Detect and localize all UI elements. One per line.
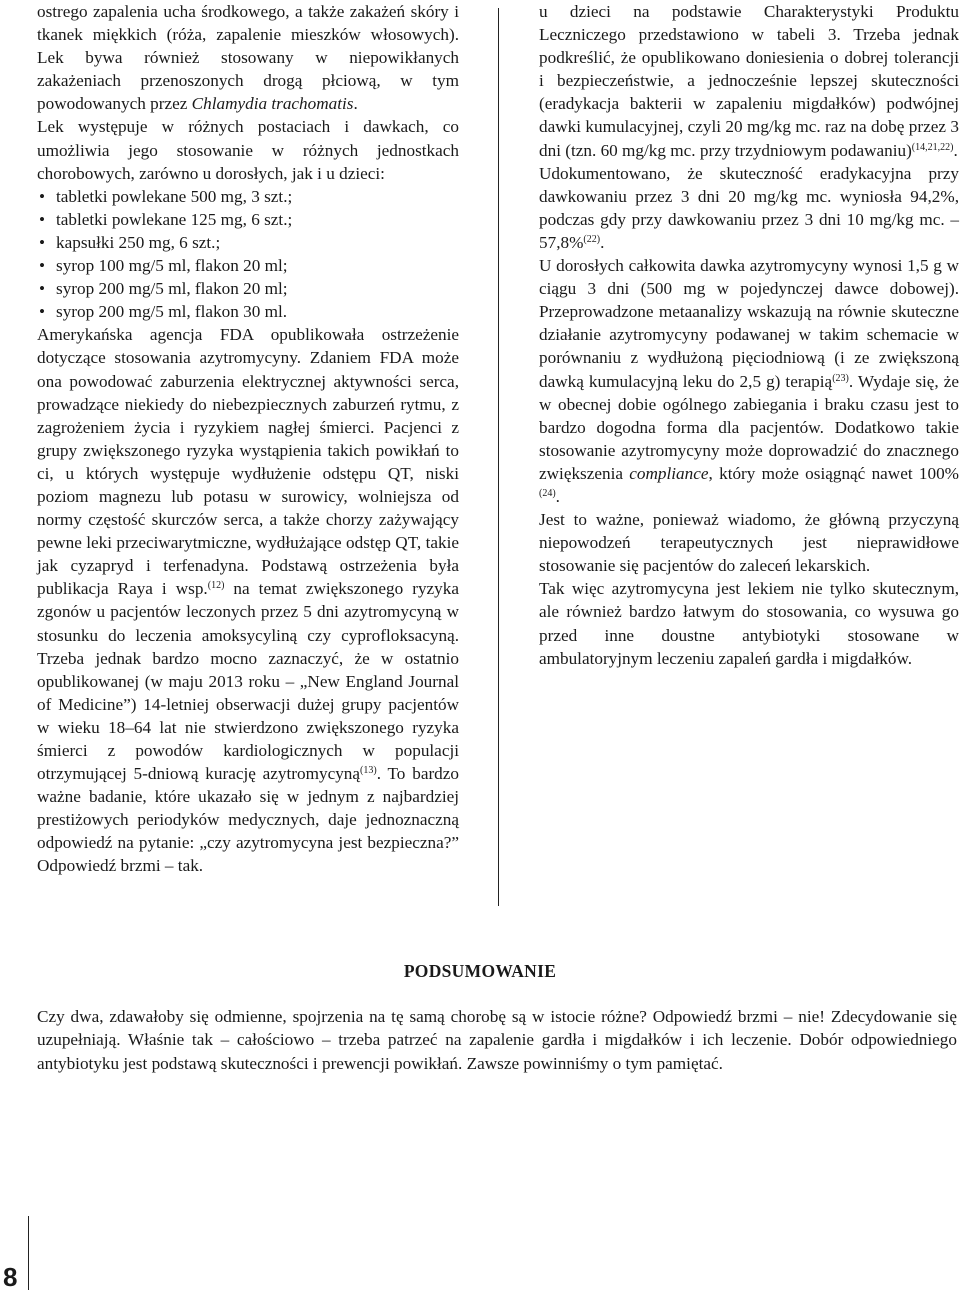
text-span: . To bardzo ważne badanie, które ukazało się w jednym z najbardziej prestiżowych periodyków medycznych, daje jednoznaczną odpowiedź na pytanie: „czy azytromycyna jest bezpieczna?” Odpowiedź brzmi – tak.: [37, 764, 459, 876]
dosage-forms-list: [37, 185, 459, 324]
text-span: Amerykańska agencja FDA opublikowała ostrzeżenie dotyczące stosowania azytromycyny. Zdaniem FDA może ona powodować zaburzenia elektrycznej aktywności serca, prowadzące niekiedy do niebezpiecznych zaburzeń rytmu, z zagrożeniem życia i ryzykiem nagłej śmierci. Pacjenci z grupy zwiększonego ryzyka wystąpienia takich powikłań to ci, u których występuje wydłużenie odstępu QT, niski poziom magnezu lub potasu w surowicy, wolniejsza od normy częstość skurczów serca, a także chorzy zażywający pewne leki przeciwarytmiczne, wydłużające odstęp QT, takie jak cyzapryd i terfenadyna. Podstawą ostrzeżenia była publikacja Raya i wsp.: [37, 325, 459, 599]
list-item: • tabletki powlekane 500 mg, 3 szt.;: [37, 185, 459, 208]
species-name: Chlamydia trachomatis: [191, 94, 354, 114]
left-paragraph-2: Lek występuje w różnych postaciach i dawkach, co umożliwia jego stosowanie w różnych jednostkach chorobowych, zarówno u dorosłych, jak i u dzieci:: [37, 117, 459, 183]
page-number-rule: [28, 1216, 29, 1290]
right-paragraph-2: [539, 162, 959, 254]
list-item: • tabletki powlekane 125 mg, 6 szt.;: [37, 208, 459, 231]
list-item: • kapsułki 250 mg, 6 szt.;: [37, 231, 459, 254]
text-span: . Wydaje się, że w obecnej dobie ogólnego zabiegania i braku czasu jest to bardzo dogodna forma dla pacjentów. Dodatkowo takie stosowanie azytromycyny może doprowadzić do znacznego zwiększenia: [539, 371, 960, 483]
right-paragraph-1: [539, 0, 959, 162]
summary-paragraph: Czy dwa, zdawałoby się odmienne, spojrzenia na tę samą chorobę są w istocie różne? Odpowiedź brzmi – nie! Zdecydowanie się uzupełniają. Właśnie tak – całościowo – trzeba patrzeć na zapalenie gardła i migdałków i ich leczenie. Dobór odpowiedniego antybiotyku jest podstawą skuteczności i prewencji powikłań. Zawsze powinniśmy o tym pamiętać.: [37, 1007, 957, 1073]
citation-ref: (14,21,22): [911, 141, 954, 153]
right-paragraph-4: Jest to ważne, ponieważ wiadomo, że główną przyczyną niepowodzeń terapeutycznych jest nieprawidłowe stosowanie się pacjentów do zaleceń lekarskich.: [539, 510, 959, 576]
citation-ref: (13): [360, 765, 377, 777]
page-number: 8: [3, 1262, 18, 1292]
citation-ref: (23): [832, 372, 849, 384]
text-span: .: [353, 94, 358, 114]
text-span: .: [953, 140, 958, 160]
text-span: u dzieci na podstawie Charakterystyki Produktu Leczniczego przedstawiono w tabeli 3. Trzeba jednak podkreślić, że opublikowano doniesienia o dobrej tolerancji i bezpieczeństwie, a jednocześnie lepszej skuteczności (eradykacja bakterii w zapaleniu migdałków) podwójnej dawki kumulacyjnej, czyli 20 mg/kg mc. raz na dobę przez 3 dni (tzn. 60 mg/kg mc. przy trzydniowym podawaniu): [539, 2, 959, 160]
text-span: U dorosłych całkowita dawka azytromycyny wynosi 1,5 g w ciągu 3 dni (500 mg w pojedynczej dawce dobowej). Przeprowadzone metaanalizy wskazują na równie skuteczne działanie azytromycyny podawanej w takim schemacie w porównaniu z wydłużoną pięciodniową (i ze zwiększoną dawką kumulacyjną leku do 2,5 g) terapią: [539, 256, 959, 391]
list-item: • syrop 200 mg/5 ml, flakon 20 ml;: [37, 277, 459, 300]
italic-term: compliance: [629, 463, 709, 483]
right-column: [539, 0, 959, 670]
text-span: na temat zwiększonego ryzyka zgonów u pacjentów leczonych przez 5 dni azytromycyną w stosunku do leczenia amoksycyliną czy cyprofloksacyną. Trzeba jednak bardzo mocno zaznaczyć, że w ostatnio opublikowanej (w maju 2013 roku – „New England Journal of Medicine”) 14-letniej obserwacji dużej grupy pacjentów w wieku 18–64 lat nie stwierdzono zwiększonego ryzyka śmierci z powodów kardiologicznych w populacji otrzymującej 5-dniową kurację azytromycyną: [37, 579, 459, 784]
list-item: • syrop 200 mg/5 ml, flakon 30 ml.: [37, 300, 459, 323]
summary-heading: PODSUMOWANIE: [403, 961, 557, 981]
text-span: , który może osiągnąć nawet 100%: [708, 463, 959, 483]
text-span: .: [600, 232, 605, 252]
left-paragraph-1: [37, 0, 459, 115]
column-divider: [498, 8, 499, 906]
right-paragraph-3: [539, 254, 959, 508]
right-paragraph-5: Tak więc azytromycyna jest lekiem nie tylko skutecznym, ale również bardzo łatwym do stosowania, co wysuwa go przed inne doustne antybiotyki stosowane w ambulatoryjnym leczeniu zapaleń gardła i migdałków.: [539, 579, 959, 668]
citation-ref: (12): [207, 580, 225, 592]
left-paragraph-3: [37, 323, 459, 877]
left-column: [37, 0, 459, 878]
text-span: ostrego zapalenia ucha środkowego, a także zakażeń skóry i tkanek miękkich (róża, zapalenie mieszków włosowych). Lek bywa również stosowany w niepowikłanych zakażeniach przenoszonych drogą płciową, w tym powodowanych przez: [37, 2, 459, 114]
citation-ref: (24): [539, 487, 556, 499]
text-span: Udokumentowano, że skuteczność eradykacyjna przy dawkowaniu przez 3 dni 20 mg/kg mc. wyniosła 94,2%, podczas gdy przy dawkowaniu przez 3 dni 10 mg/kg mc. – 57,8%: [539, 163, 959, 252]
list-item: • syrop 100 mg/5 ml, flakon 20 ml;: [37, 254, 459, 277]
citation-ref: (22): [583, 233, 601, 245]
text-span: .: [555, 486, 560, 506]
